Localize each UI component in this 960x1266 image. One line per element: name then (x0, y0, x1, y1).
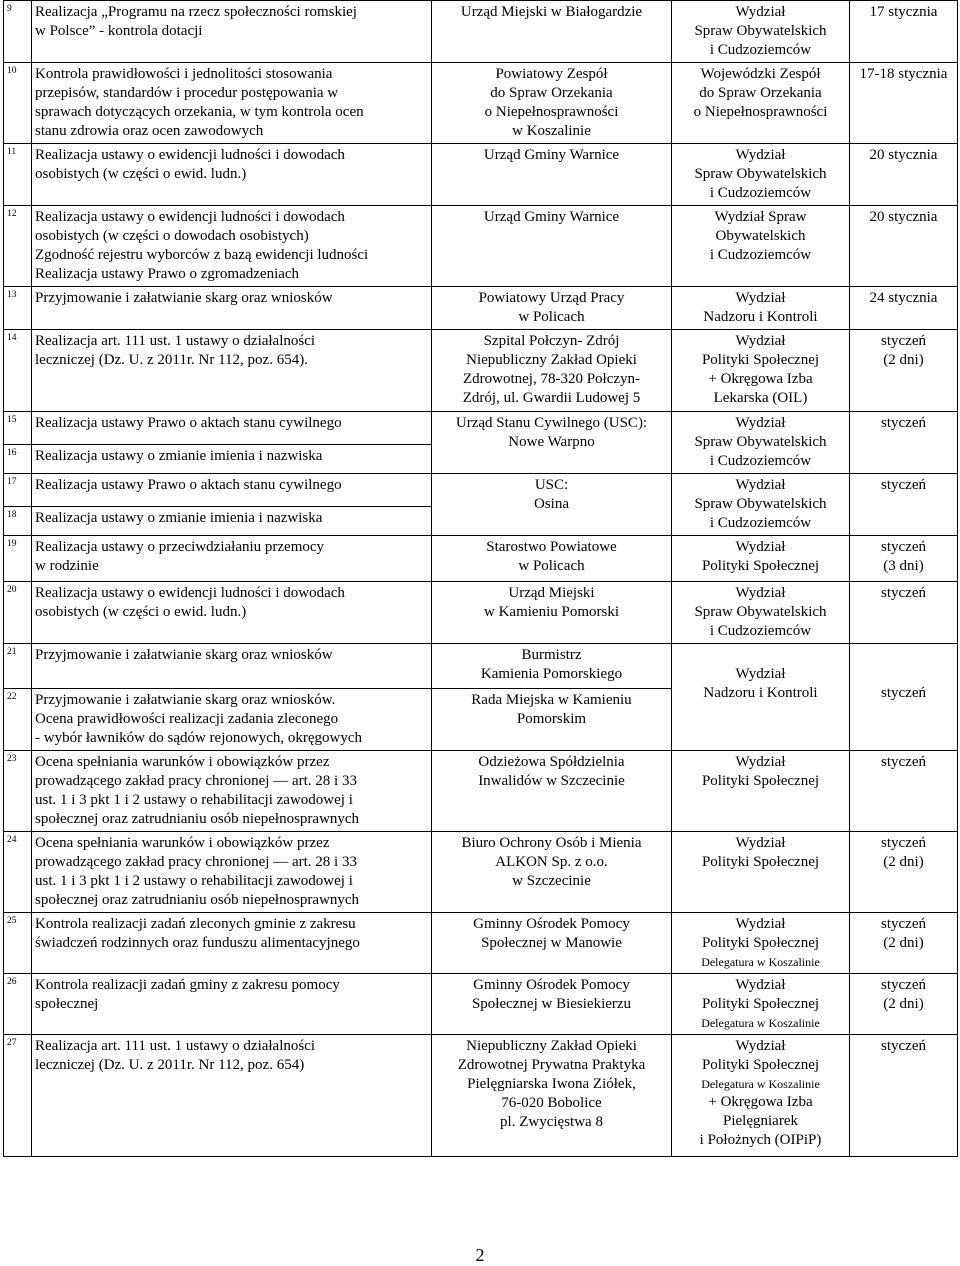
inspection-subject-line: Realizacja ustawy Prawo o aktach stanu cywilnego (35, 477, 342, 493)
table-row (4, 974, 958, 1035)
inspecting-unit-line: Nadzoru i Kontroli (703, 685, 818, 701)
inspected-entity (432, 330, 672, 412)
table-row (4, 144, 958, 206)
inspection-date-line: (2 dni) (883, 352, 924, 368)
inspecting-unit (672, 1035, 850, 1157)
inspecting-unit-line: Polityki Społecznej (701, 352, 820, 368)
inspecting-unit-line: Lekarska (OIL) (713, 390, 808, 406)
inspection-date-line: styczeń (881, 539, 926, 555)
inspection-subject-line: społecznej oraz zatrudnianiu osób niepełnosprawnych (35, 811, 360, 827)
inspecting-unit-line: i Cudzoziemców (709, 185, 812, 201)
inspecting-unit-line: Wydział (735, 333, 786, 349)
inspecting-unit (672, 582, 850, 644)
inspecting-unit-line: o Niepełnosprawności (693, 104, 828, 120)
inspecting-unit-line: Spraw Obywatelskich (694, 434, 827, 450)
inspecting-unit-line: Spraw Obywatelskich (694, 23, 827, 39)
inspection-subject (32, 206, 432, 287)
inspecting-unit (672, 913, 850, 974)
inspection-subject (32, 330, 432, 412)
inspection-subject-line: osobistych (w części o ewid. ludn.) (35, 166, 247, 182)
inspecting-unit-line: Delegatura w Koszalinie (701, 1016, 820, 1030)
inspected-entity-line: Niepubliczny Zakład Opieki (466, 1038, 637, 1054)
inspecting-unit-line (675, 646, 846, 665)
inspecting-unit-line: Polityki Społecznej (701, 996, 820, 1012)
inspection-subject-line: Realizacja ustawy o zmianie imienia i nazwiska (35, 510, 323, 527)
inspection-subject-line: Przyjmowanie i załatwianie skarg oraz wniosków (35, 647, 333, 663)
inspecting-unit (672, 144, 850, 206)
inspection-date-line: (2 dni) (883, 935, 924, 951)
inspected-entity-line: w Szczecinie (512, 873, 591, 889)
inspection-date (850, 287, 958, 330)
row-number: 26 (4, 974, 32, 1035)
inspected-entity-line: Rada Miejska w Kamieniu (471, 692, 632, 708)
inspection-subject (32, 689, 432, 751)
inspecting-unit-line: i Cudzoziemców (709, 623, 812, 639)
inspection-subject-line: ust. 1 i 3 pkt 1 i 2 ustawy o rehabilitacji zawodowej i (35, 873, 353, 889)
inspecting-unit-line: Wydział (735, 415, 786, 431)
inspection-subject-line: - wybór ławników do sądów rejonowych, okręgowych (35, 730, 363, 746)
inspecting-unit-line: Wydział (735, 835, 786, 851)
row-number: 20 (4, 582, 32, 644)
inspected-entity-line: Zdrowotnej, 78-320 Połczyn- (462, 371, 641, 387)
inspection-date-line: styczeń (881, 333, 926, 349)
inspected-entity-line: Społecznej w Manowie (481, 935, 622, 951)
inspection-date-line: styczeń (881, 977, 926, 993)
inspection-date-line: styczeń (881, 685, 926, 701)
inspecting-unit-line: Wydział (735, 147, 786, 163)
inspection-subject-line: leczniczej (Dz. U. z 2011r. Nr 112, poz. 654). (35, 352, 308, 368)
inspection-subject-line: społecznej oraz zatrudnianiu osób niepełnosprawnych (35, 892, 360, 908)
inspections-table-body (4, 1, 958, 1157)
inspected-entity-line: Pielęgniarska Iwona Ziółek, (467, 1076, 636, 1092)
inspecting-unit-line: Wydział (735, 585, 786, 601)
inspection-subject-line: świadczeń rodzinnych oraz funduszu alimentacyjnego (35, 935, 360, 951)
inspection-date-line (853, 646, 954, 665)
inspection-subject (32, 412, 432, 445)
inspecting-unit-line: Wydział (735, 916, 786, 932)
inspected-entity-line: Zdrowotnej Prywatna Praktyka (457, 1057, 646, 1073)
row-number: 12 (4, 206, 32, 287)
inspection-date (850, 582, 958, 644)
inspecting-unit-line: Obywatelskich (715, 228, 806, 244)
inspecting-unit (672, 974, 850, 1035)
inspection-subject-line: w rodzinie (35, 558, 99, 574)
inspection-subject-line: przepisów, standardów i procedur postępowania w (35, 85, 339, 101)
inspecting-unit-line: + Okręgowa Izba (708, 371, 813, 387)
inspecting-unit-line: Wydział Spraw (714, 209, 807, 225)
inspected-entity-line: w Policach (518, 558, 585, 574)
inspection-date (850, 206, 958, 287)
row-number: 15 (4, 412, 32, 445)
inspecting-unit (672, 474, 850, 536)
inspection-subject-line: Realizacja art. 111 ust. 1 ustawy o działalności (35, 333, 316, 349)
inspection-subject (32, 582, 432, 644)
inspected-entity-line: Urząd Miejski w Białogardzie (460, 4, 643, 20)
row-number: 16 (4, 445, 32, 474)
inspection-date (850, 63, 958, 144)
table-row (4, 1035, 958, 1157)
inspected-entity (432, 644, 672, 689)
table-row (4, 63, 958, 144)
inspection-subject-line: stanu zdrowia oraz ocen zawodowych (35, 123, 264, 139)
inspection-subject-line: Realizacja ustawy Prawo o aktach stanu cywilnego (35, 415, 342, 431)
inspection-subject (32, 474, 432, 507)
inspected-entity-line: Gminny Ośrodek Pomocy (473, 916, 630, 932)
inspecting-unit-line: Polityki Społecznej (701, 1057, 820, 1073)
inspected-entity (432, 582, 672, 644)
inspected-entity-line: Zdrój, ul. Gwardii Ludowej 5 (462, 390, 641, 406)
inspection-subject (32, 63, 432, 144)
inspection-subject-line: Kontrola realizacji zadań gminy z zakresu pomocy (35, 977, 340, 993)
inspected-entity-line: do Spraw Orzekania (490, 85, 613, 101)
inspection-date-line: 24 stycznia (869, 290, 938, 306)
row-number: 23 (4, 751, 32, 832)
inspecting-unit-line: + Okręgowa Izba (708, 1094, 813, 1110)
table-row (4, 582, 958, 644)
inspected-entity-line: Gminny Ośrodek Pomocy (473, 977, 630, 993)
inspecting-unit-line: Polityki Społecznej (701, 935, 820, 951)
inspection-subject-line: Realizacja art. 111 ust. 1 ustawy o działalności (35, 1038, 316, 1054)
inspecting-unit-line: i Cudzoziemców (709, 515, 812, 531)
inspection-subject-line: Ocena prawidłowości realizacji zadania zleconego (35, 711, 339, 727)
table-row (4, 474, 958, 507)
inspecting-unit-line: i Cudzoziemców (709, 247, 812, 263)
inspection-date (850, 832, 958, 913)
inspected-entity-line: o Niepełnosprawności (484, 104, 619, 120)
inspecting-unit-line: Wydział (735, 754, 786, 770)
inspected-entity-line: Szpital Połczyn- Zdrój (483, 333, 620, 349)
inspecting-unit-line: Spraw Obywatelskich (694, 496, 827, 512)
inspected-entity-line: Urząd Gminy Warnice (483, 147, 620, 163)
inspection-subject-line: leczniczej (Dz. U. z 2011r. Nr 112, poz. 654) (35, 1057, 305, 1073)
inspecting-unit-line: Nadzoru i Kontroli (703, 309, 818, 325)
inspection-date (850, 974, 958, 1035)
inspection-subject (32, 287, 432, 330)
inspected-entity-line: w Koszalinie (512, 123, 591, 139)
inspection-subject-line: sprawach dotyczących orzekania, w tym kontrola ocen (35, 104, 364, 120)
inspection-subject-line: Zgodność rejestru wyborców z bazą ewidencji ludności (35, 247, 369, 263)
inspected-entity-line: w Kamieniu Pomorski (484, 604, 619, 620)
table-row (4, 206, 958, 287)
inspecting-unit-line: Polityki Społecznej (701, 773, 820, 789)
inspection-subject-line: prowadzącego zakład pracy chronionej — art. 28 i 33 (35, 854, 357, 870)
inspected-entity (432, 751, 672, 832)
inspection-date-line: styczeń (881, 1038, 926, 1054)
inspected-entity (432, 144, 672, 206)
inspection-subject-line: Realizacja ustawy o ewidencji ludności i dowodach (35, 147, 345, 163)
inspection-date-line: (3 dni) (883, 558, 924, 574)
inspecting-unit (672, 330, 850, 412)
row-number: 11 (4, 144, 32, 206)
inspecting-unit-line: Wydział (735, 477, 786, 493)
row-number: 14 (4, 330, 32, 412)
inspection-date-line: styczeń (881, 585, 926, 601)
row-number: 27 (4, 1035, 32, 1157)
inspection-date-line: (2 dni) (883, 854, 924, 870)
inspecting-unit-line: Wojewódzki Zespół (700, 66, 821, 82)
inspecting-unit-line: Spraw Obywatelskich (694, 166, 827, 182)
inspected-entity-line: Powiatowy Urząd Pracy (478, 290, 625, 306)
inspecting-unit-line: i Cudzoziemców (709, 42, 812, 58)
row-number: 25 (4, 913, 32, 974)
inspection-subject-line: Ocena spełniania warunków i obowiązków przez (35, 835, 330, 851)
table-row (4, 536, 958, 582)
inspected-entity (432, 913, 672, 974)
table-row (4, 913, 958, 974)
inspection-subject-line: w Polsce” - kontrola dotacji (35, 23, 203, 39)
inspection-subject (32, 1035, 432, 1157)
inspected-entity-line: Biuro Ochrony Osób i Mienia (461, 835, 642, 851)
inspection-date-line: 17-18 stycznia (859, 66, 948, 82)
inspected-entity-line: Powiatowy Zespół (495, 66, 608, 82)
inspection-subject (32, 507, 432, 536)
inspection-subject-line: Ocena spełniania warunków i obowiązków przez (35, 754, 330, 770)
inspection-subject (32, 1, 432, 63)
inspecting-unit-line: Wydział (735, 1038, 786, 1054)
inspection-subject-line: Realizacja ustawy o przeciwdziałaniu przemocy (35, 539, 325, 555)
inspected-entity (432, 974, 672, 1035)
inspected-entity-line: w Policach (518, 309, 585, 325)
inspection-subject-line: osobistych (w części o ewid. ludn.) (35, 604, 247, 620)
inspecting-unit-line: Wydział (735, 290, 786, 306)
inspection-date-line: styczeń (881, 754, 926, 770)
table-row (4, 644, 958, 689)
table-row (4, 330, 958, 412)
inspection-subject-line: społecznej (35, 996, 99, 1012)
inspecting-unit (672, 832, 850, 913)
inspecting-unit-line: Polityki Społecznej (701, 854, 820, 870)
inspection-date (850, 751, 958, 832)
inspection-subject (32, 144, 432, 206)
inspecting-unit-line: Wydział (735, 977, 786, 993)
row-number: 22 (4, 689, 32, 751)
inspected-entity (432, 474, 672, 536)
inspecting-unit-line: Pielęgniarek (723, 1113, 798, 1129)
inspection-subject-line: Realizacja „Programu na rzecz społeczności romskiej (35, 4, 357, 20)
inspection-subject (32, 974, 432, 1035)
inspecting-unit (672, 1, 850, 63)
inspected-entity-line: Nowe Warpno (508, 434, 595, 450)
inspection-subject-line: Przyjmowanie i załatwianie skarg oraz wniosków (35, 290, 333, 306)
inspection-subject-line: prowadzącego zakład pracy chronionej — art. 28 i 33 (35, 773, 357, 789)
inspection-date (850, 330, 958, 412)
inspection-date-line: styczeń (881, 477, 926, 493)
inspection-subject-line: Kontrola prawidłowości i jednolitości stosowania (35, 66, 333, 82)
inspected-entity-line: Urząd Stanu Cywilnego (USC): (455, 415, 648, 431)
inspection-subject-line: Realizacja ustawy o ewidencji ludności i dowodach (35, 585, 345, 601)
inspection-date (850, 913, 958, 974)
inspection-date-line (853, 665, 954, 684)
inspection-date-line: (2 dni) (883, 996, 924, 1012)
inspecting-unit-line: Delegatura w Koszalinie (701, 1077, 820, 1091)
inspection-date-line: styczeń (881, 835, 926, 851)
inspections-table (3, 0, 958, 1157)
inspection-date (850, 536, 958, 582)
inspected-entity (432, 536, 672, 582)
inspection-date-line: 17 stycznia (869, 4, 938, 20)
inspection-subject (32, 445, 432, 474)
table-row (4, 287, 958, 330)
inspection-subject-line: Realizacja ustawy o zmianie imienia i nazwiska (35, 448, 323, 464)
page-number: 2 (475, 1245, 485, 1265)
inspection-subject (32, 536, 432, 582)
inspected-entity-line: Urząd Miejski (508, 585, 595, 601)
inspection-subject (32, 644, 432, 689)
inspected-entity-line: 76-020 Bobolice (501, 1095, 602, 1111)
table-row (4, 751, 958, 832)
inspected-entity-line: Społecznej w Biesiekierzu (471, 996, 632, 1012)
inspected-entity-line: USC: (534, 477, 569, 493)
inspected-entity (432, 287, 672, 330)
row-number: 21 (4, 644, 32, 689)
inspected-entity-line: Niepubliczny Zakład Opieki (466, 352, 637, 368)
row-number: 19 (4, 536, 32, 582)
table-row (4, 412, 958, 445)
inspecting-unit-line: Polityki Społecznej (701, 558, 820, 574)
inspected-entity (432, 689, 672, 751)
inspection-subject (32, 832, 432, 913)
inspection-subject-line: ust. 1 i 3 pkt 1 i 2 ustawy o rehabilitacji zawodowej i (35, 792, 353, 808)
row-number: 17 (4, 474, 32, 507)
inspecting-unit (672, 63, 850, 144)
inspection-subject-line: Kontrola realizacji zadań zleconych gminie z zakresu (35, 916, 356, 932)
row-number: 10 (4, 63, 32, 144)
table-row (4, 832, 958, 913)
inspection-subject-line: Realizacja ustawy Prawo o zgromadzeniach (35, 266, 300, 282)
inspecting-unit-line: do Spraw Orzekania (699, 85, 822, 101)
inspected-entity (432, 1, 672, 63)
row-number: 18 (4, 507, 32, 536)
inspected-entity-line: Odzieżowa Spółdzielnia (478, 754, 625, 770)
inspection-date (850, 1, 958, 63)
inspected-entity-line: Urząd Gminy Warnice (483, 209, 620, 225)
inspected-entity-line: ALKON Sp. z o.o. (495, 854, 608, 870)
inspecting-unit (672, 206, 850, 287)
inspected-entity-line: Pomorskim (516, 711, 587, 727)
inspected-entity-line: Burmistrz (521, 647, 582, 663)
inspecting-unit (672, 412, 850, 474)
inspecting-unit (672, 751, 850, 832)
row-number: 9 (4, 1, 32, 63)
inspection-date-line: 20 stycznia (869, 209, 938, 225)
inspecting-unit-line: Wydział (735, 4, 786, 20)
inspection-subject (32, 751, 432, 832)
inspected-entity (432, 63, 672, 144)
inspection-date (850, 412, 958, 474)
inspection-date (850, 644, 958, 751)
inspected-entity-line: Inwalidów w Szczecinie (478, 773, 625, 789)
inspected-entity-line: Osina (534, 496, 569, 512)
inspection-date (850, 474, 958, 536)
inspection-date-line: styczeń (881, 916, 926, 932)
inspected-entity (432, 412, 672, 474)
inspecting-unit-line: i Cudzoziemców (709, 453, 812, 469)
table-row (4, 1, 958, 63)
inspected-entity (432, 832, 672, 913)
inspected-entity-line: pl. Zwycięstwa 8 (500, 1114, 603, 1130)
inspection-date (850, 144, 958, 206)
inspecting-unit-line: Wydział (735, 539, 786, 555)
row-number: 13 (4, 287, 32, 330)
inspecting-unit-line: Wydział (735, 666, 786, 682)
inspection-subject (32, 913, 432, 974)
inspecting-unit (672, 536, 850, 582)
inspecting-unit-line: Spraw Obywatelskich (694, 604, 827, 620)
inspection-subject-line: osobistych (w części o dowodach osobistych) (35, 228, 309, 244)
inspecting-unit-line: Delegatura w Koszalinie (701, 955, 820, 969)
inspection-date-line: styczeń (881, 415, 926, 431)
inspection-subject-line: Realizacja ustawy o ewidencji ludności i dowodach (35, 209, 345, 225)
row-number: 24 (4, 832, 32, 913)
inspected-entity-line: Kamienia Pomorskiego (480, 666, 623, 682)
inspection-date (850, 1035, 958, 1157)
inspecting-unit (672, 644, 850, 751)
inspection-subject-line: Przyjmowanie i załatwianie skarg oraz wniosków. (35, 692, 336, 708)
inspecting-unit-line: i Położnych (OIPiP) (699, 1132, 822, 1148)
inspected-entity-line: Starostwo Powiatowe (486, 539, 617, 555)
inspected-entity (432, 1035, 672, 1157)
inspection-date-line: 20 stycznia (869, 147, 938, 163)
inspected-entity (432, 206, 672, 287)
inspecting-unit (672, 287, 850, 330)
